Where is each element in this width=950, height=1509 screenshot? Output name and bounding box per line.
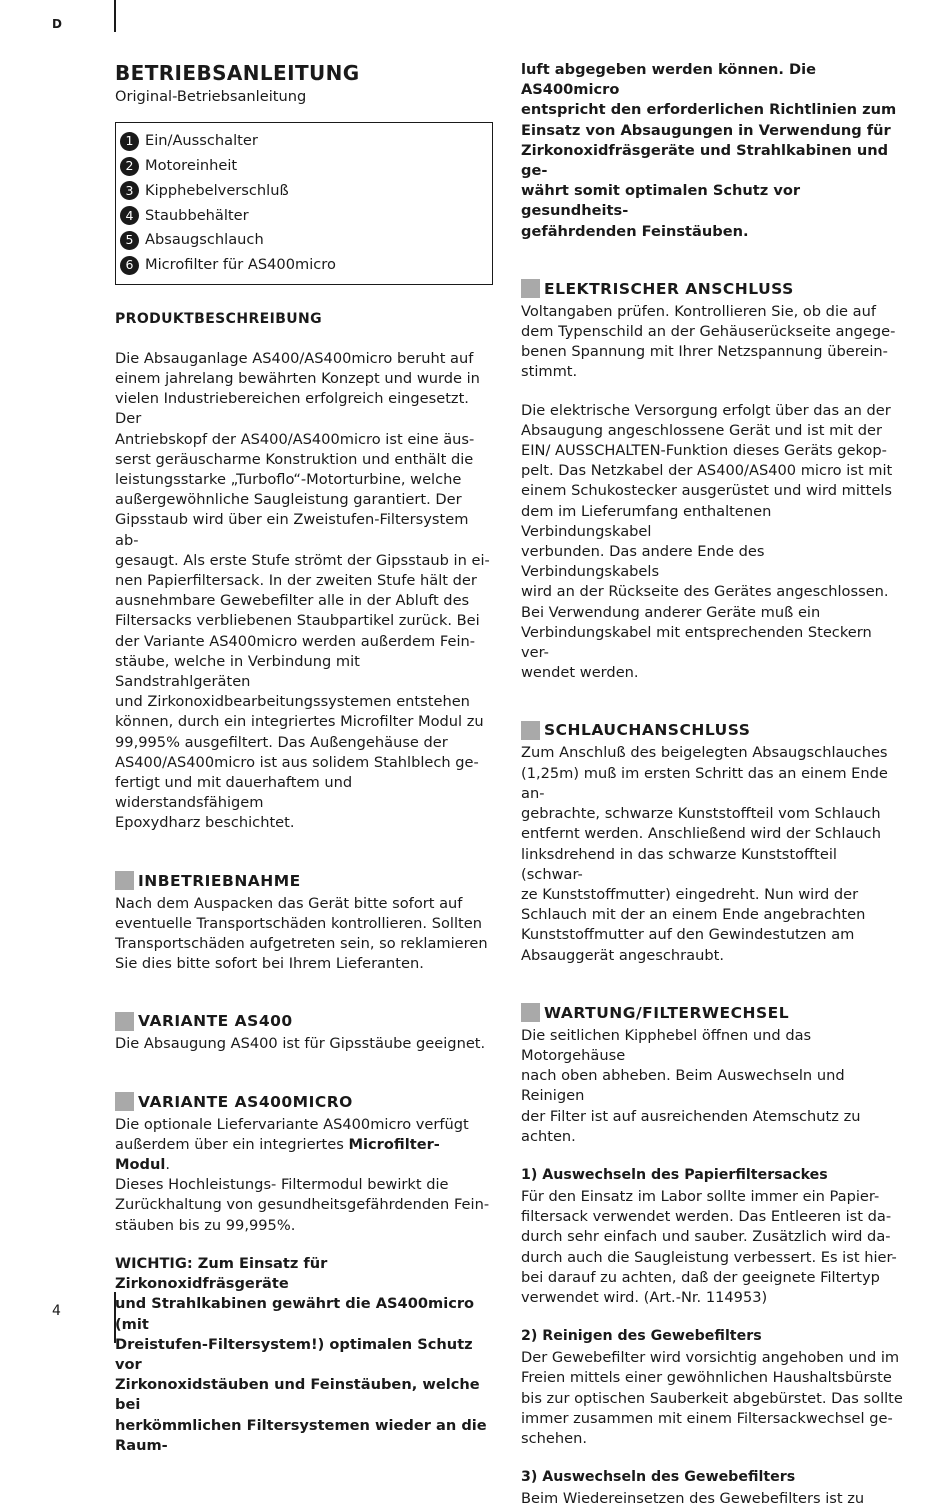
text-line: einem jahrelang bewährten Konzept und wurde in bbox=[115, 369, 480, 387]
legend-item bbox=[120, 253, 488, 278]
text-line: wird an der Rückseite des Gerätes angeschlossen. bbox=[521, 583, 889, 601]
text-line: Filtersacks verbliebenen Staubpartikel zurück. Bei bbox=[115, 612, 480, 630]
text-line: fertigt und mit dauerhaftem und widerstandsfähigem bbox=[115, 774, 353, 812]
section-marker-icon bbox=[115, 1012, 134, 1031]
legend-item bbox=[120, 203, 488, 228]
number-badge-icon: 1 bbox=[120, 132, 139, 151]
number-badge-icon: 3 bbox=[120, 181, 139, 200]
text-line: nach oben abheben. Beim Auswechseln und Reinigen bbox=[521, 1067, 845, 1105]
text-line: herkömmlichen Filtersystemen wieder an die Raum- bbox=[115, 1416, 487, 1454]
text-line: bei darauf zu achten, daß der geeignete Filtertyp bbox=[521, 1268, 880, 1286]
schlauch-heading bbox=[521, 719, 903, 741]
sub3-paragraph bbox=[521, 1489, 903, 1509]
text-line: 99,995% ausgefiltert. Das Außengehäuse der bbox=[115, 733, 448, 751]
section-marker-icon bbox=[521, 1003, 540, 1022]
legend-label: Microfilter für AS400micro bbox=[145, 256, 336, 274]
page-number: 4 bbox=[52, 1303, 61, 1319]
text-line: und Strahlkabinen gewährt die AS400micro (mit bbox=[115, 1295, 475, 1333]
text-line: einem Schukostecker ausgerüstet und wird mittels bbox=[521, 482, 892, 500]
text-line: Zurückhaltung von gesundheitsgefährdenden Fein- bbox=[115, 1196, 490, 1214]
text-line: Die optionale Liefervariante AS400micro verfügt bbox=[115, 1115, 469, 1133]
schlauch-paragraph bbox=[521, 743, 903, 965]
text-line: der Variante AS400micro werden außerdem Fein- bbox=[115, 632, 476, 650]
elektro-paragraph-2 bbox=[521, 401, 903, 684]
text-line: Zirkonoxidstäuben und Feinstäuben, welche bei bbox=[115, 1376, 480, 1414]
text-line: dem Typenschild an der Gehäuserückseite angege- bbox=[521, 323, 896, 341]
text-line: Die Absaugung AS400 ist für Gipsstäube geeignet. bbox=[115, 1035, 486, 1053]
micro-paragraph bbox=[115, 1115, 493, 1236]
text-line: Kunststoffmutter auf den Gewindestutzen am bbox=[521, 926, 855, 944]
legend-label: Kipphebelverschluß bbox=[145, 181, 289, 199]
inbetrieb-heading-text: INBETRIEBNAHME bbox=[138, 871, 301, 890]
legend-item bbox=[120, 228, 488, 253]
section-marker-icon bbox=[115, 871, 134, 890]
as400-heading-text: VARIANTE AS400 bbox=[138, 1012, 293, 1031]
left-column bbox=[115, 60, 493, 1456]
wichtig-paragraph bbox=[115, 1254, 493, 1456]
number-badge-icon: 4 bbox=[120, 206, 139, 225]
as400-paragraph bbox=[115, 1034, 493, 1054]
text-line: ze Kunststoffmutter) eingedreht. Nun wird der bbox=[521, 885, 859, 903]
text-line: Der Gewebefilter wird vorsichtig angehoben und im bbox=[521, 1349, 900, 1367]
text-line: Sie dies bitte sofort bei Ihrem Lieferanten. bbox=[115, 955, 424, 973]
elektro-heading bbox=[521, 278, 903, 300]
legend-item bbox=[120, 129, 488, 154]
text-line: der Filter ist auf ausreichenden Atemschutz zu achten. bbox=[521, 1107, 861, 1145]
text-line: filtersack verwendet werden. Das Entleeren ist da- bbox=[521, 1208, 892, 1226]
micro-heading bbox=[115, 1091, 493, 1113]
legend-item bbox=[120, 154, 488, 179]
text-line: außergewöhnliche Saugleistung garantiert. Der bbox=[115, 491, 462, 509]
inbetrieb-paragraph bbox=[115, 894, 493, 975]
number-badge-icon: 2 bbox=[120, 157, 139, 176]
wartung-heading bbox=[521, 1002, 903, 1024]
sub2-heading: 2) Reinigen des Gewebefilters bbox=[521, 1328, 762, 1345]
sub1-paragraph bbox=[521, 1187, 903, 1308]
micro-heading-text: VARIANTE AS400MICRO bbox=[138, 1092, 353, 1111]
elektro-heading-text: ELEKTRISCHER ANSCHLUSS bbox=[544, 279, 794, 298]
legend-label: Staubbehälter bbox=[145, 206, 249, 224]
number-badge-icon: 5 bbox=[120, 231, 139, 250]
text-line: Transportschäden aufgetreten sein, so reklamieren bbox=[115, 935, 488, 953]
document-title: BETRIEBSANLEITUNG bbox=[115, 61, 360, 85]
text-line: Zum Anschluß des beigelegten Absaugschlauches bbox=[521, 744, 888, 762]
text-line: Schlauch mit der an einem Ende angebrachten bbox=[521, 906, 866, 924]
text-line: Freien mittels einer gewöhnlichen Haushaltsbürste bbox=[521, 1369, 892, 1387]
inbetrieb-heading bbox=[115, 870, 493, 892]
text-line: immer zusammen mit einem Filtersackwechsel ge- bbox=[521, 1409, 893, 1427]
text-line: Einsatz von Absaugungen in Verwendung für bbox=[521, 121, 891, 139]
text-line: Zirkonoxidfräsgeräte und Strahlkabinen und ge- bbox=[521, 141, 889, 180]
parts-legend bbox=[115, 122, 493, 285]
text-line: gesaugt. Als erste Stufe strömt der Gipsstaub in ei- bbox=[115, 551, 490, 569]
text-line: Epoxydharz beschichtet. bbox=[115, 814, 295, 832]
text-line: linksdrehend in das schwarze Kunststoffteil (schwar- bbox=[521, 845, 837, 883]
text-line: Absaugung angeschlossene Gerät und ist mit der bbox=[521, 421, 882, 439]
text-line: außerdem über ein integriertes Microfilter-Modul. bbox=[115, 1135, 440, 1174]
text-line: serst geräuscharme Konstruktion und enthält die bbox=[115, 450, 474, 468]
text-line: entspricht den erforderlichen Richtlinien zum bbox=[521, 101, 897, 119]
text-line: Nach dem Auspacken das Gerät bitte sofort auf bbox=[115, 894, 463, 912]
wartung-heading-text: WARTUNG/FILTERWECHSEL bbox=[544, 1003, 790, 1022]
document-subtitle: Original-Betriebsanleitung bbox=[115, 88, 307, 105]
sub2-paragraph bbox=[521, 1348, 903, 1449]
text-line: WICHTIG: Zum Einsatz für Zirkonoxidfräsgeräte bbox=[115, 1254, 328, 1293]
text-line: stäube, welche in Verbindung mit Sandstrahlgeräten bbox=[115, 652, 360, 691]
text-line: durch auch die Saugleistung verbessert. Es ist hier- bbox=[521, 1248, 897, 1266]
legend-label: Ein/Ausschalter bbox=[145, 132, 258, 150]
elektro-paragraph-1 bbox=[521, 302, 903, 383]
text-line: vielen Industriebereichen erfolgreich eingesetzt. Der bbox=[115, 390, 469, 428]
margin-rule-top bbox=[114, 0, 116, 32]
text-line: Die Absauganlage AS400/AS400micro beruht auf bbox=[115, 349, 474, 367]
text-line: verbunden. Das andere Ende des Verbindungskabels bbox=[521, 543, 765, 581]
text-line: Für den Einsatz im Labor sollte immer ein Papier- bbox=[521, 1187, 880, 1205]
text-line: Dieses Hochleistungs- Filtermodul bewirkt die bbox=[115, 1176, 449, 1194]
sub3-heading: 3) Auswechseln des Gewebefilters bbox=[521, 1469, 796, 1486]
text-line: schehen. bbox=[521, 1429, 587, 1447]
text-line: luft abgegeben werden können. Die AS400micro bbox=[521, 61, 817, 99]
section-marker-icon bbox=[115, 1092, 134, 1111]
text-line: pelt. Das Netzkabel der AS400/AS400 micro ist mit bbox=[521, 462, 893, 480]
text-line: Die elektrische Versorgung erfolgt über das an der bbox=[521, 401, 891, 419]
text-line: Beim Wiedereinsetzen des Gewebefilters ist zu bbox=[521, 1490, 865, 1508]
text-line: währt somit optimalen Schutz vor gesundheits- bbox=[521, 182, 801, 220]
text-line: Voltangaben prüfen. Kontrollieren Sie, ob die auf bbox=[521, 302, 876, 320]
section-marker-icon bbox=[521, 279, 540, 298]
text-line: Dreistufen-Filtersystem!) optimalen Schutz vor bbox=[115, 1335, 473, 1373]
wartung-paragraph bbox=[521, 1026, 903, 1147]
text-line: bis zur optischen Sauberkeit abgebürstet. Das sollte bbox=[521, 1389, 903, 1407]
text-line: (1,25m) muß im ersten Schritt das an einem Ende an- bbox=[521, 764, 888, 802]
text-line: ausnehmbare Gewebefilter alle in der Abluft des bbox=[115, 592, 470, 610]
number-badge-icon: 6 bbox=[120, 256, 139, 275]
text-line: AS400/AS400micro ist aus solidem Stahlblech ge- bbox=[115, 753, 479, 771]
text-line: stimmt. bbox=[521, 363, 578, 381]
legend-item bbox=[120, 179, 488, 204]
sub1-heading: 1) Auswechseln des Papierfiltersackes bbox=[521, 1166, 828, 1183]
text-line: gefährdenden Feinstäuben. bbox=[521, 222, 749, 240]
text-line: und Zirkonoxidbearbeitungssystemen entstehen bbox=[115, 693, 470, 711]
text-line: leistungsstarke „Turboflo“-Motorturbine, welche bbox=[115, 471, 462, 488]
text-line: wendet werden. bbox=[521, 664, 639, 682]
text-line: gebrachte, schwarze Kunststoffteil vom Schlauch bbox=[521, 805, 881, 823]
wichtig-continuation bbox=[521, 60, 903, 242]
text-line: benen Spannung mit Ihrer Netzspannung überein- bbox=[521, 343, 888, 361]
text-line: dem im Lieferumfang enthaltenen Verbindungskabel bbox=[521, 502, 772, 540]
text-line: Gipsstaub wird über ein Zweistufen-Filtersystem ab- bbox=[115, 511, 469, 549]
section-marker-icon bbox=[521, 721, 540, 740]
text-line: eventuelle Transportschäden kontrollieren. Sollten bbox=[115, 914, 482, 932]
legend-label: Absaugschlauch bbox=[145, 231, 264, 249]
text-line: stäuben bis zu 99,995%. bbox=[115, 1216, 296, 1234]
produkt-paragraph bbox=[115, 349, 493, 834]
text-line: durch sehr einfach und sauber. Zusätzlich wird da- bbox=[521, 1228, 891, 1246]
text-line: Absauggerät angeschraubt. bbox=[521, 946, 724, 964]
text-line: verwendet wird. (Art.-Nr. 114953) bbox=[521, 1288, 768, 1306]
right-column bbox=[521, 60, 903, 1509]
text-line: können, durch ein integriertes Microfilter Modul zu bbox=[115, 713, 484, 731]
text-line: nen Papierfiltersack. In der zweiten Stufe hält der bbox=[115, 572, 477, 590]
legend-label: Motoreinheit bbox=[145, 157, 238, 175]
schlauch-heading-text: SCHLAUCHANSCHLUSS bbox=[544, 721, 751, 740]
text-line: Die seitlichen Kipphebel öffnen und das Motorgehäuse bbox=[521, 1026, 812, 1064]
text-line: Verbindungskabel mit entsprechenden Steckern ver- bbox=[521, 623, 872, 662]
produkt-heading: PRODUKTBESCHREIBUNG bbox=[115, 310, 323, 327]
text-line: entfernt werden. Anschließend wird der Schlauch bbox=[521, 825, 881, 843]
text-line: EIN/ AUSSCHALTEN-Funktion dieses Geräts gekop- bbox=[521, 442, 887, 460]
text-line: Antriebskopf der AS400/AS400micro ist eine äus- bbox=[115, 430, 475, 448]
language-marker: D bbox=[52, 17, 62, 31]
text-line: Bei Verwendung anderer Geräte muß ein bbox=[521, 603, 821, 621]
as400-heading bbox=[115, 1010, 493, 1032]
